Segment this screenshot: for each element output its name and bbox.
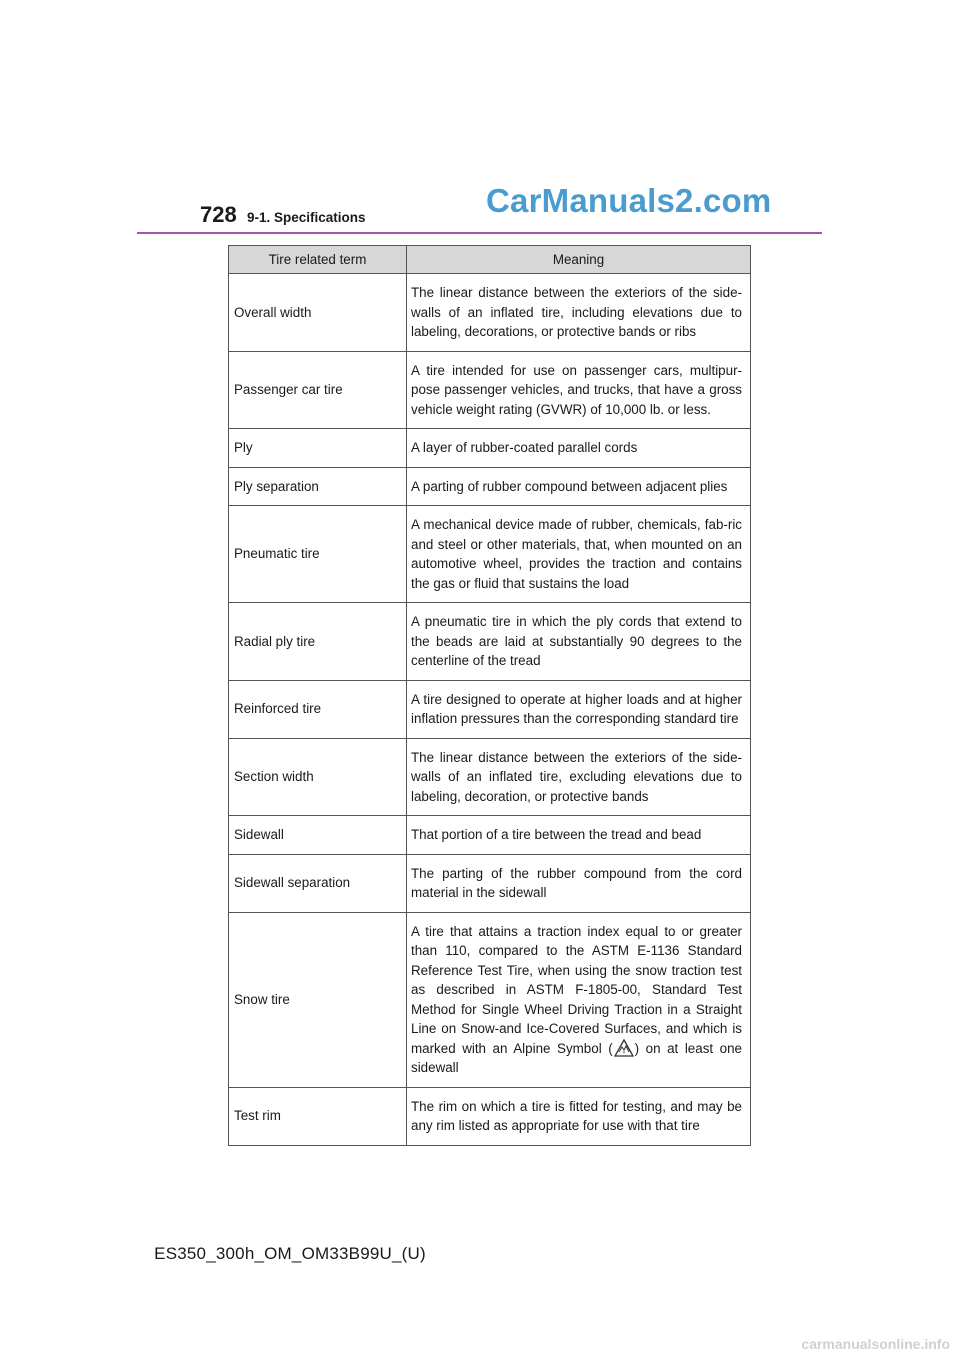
column-header-meaning: Meaning (407, 246, 751, 274)
meaning-cell: A tire designed to operate at higher loads and at higher inflation pressures than the corresponding standard tire (407, 680, 751, 738)
term-cell: Sidewall separation (229, 854, 407, 912)
table-row (229, 912, 751, 1087)
meaning-text-before-icon: A tire that attains a traction index equal to or greater than 110, compared to the ASTM E-1136 Standard Reference Test Tire, when using the snow traction test as described in ASTM F-1805-00, Standard Test Method for Single Wheel Driving Traction in a Straight Line on Snow-and Ice-Covered Surfaces, and which is marked with an Alpine Symbol ( (411, 923, 742, 1056)
table-row (229, 680, 751, 738)
term-cell: Ply (229, 429, 407, 468)
term-cell: Test rim (229, 1087, 407, 1145)
term-cell: Pneumatic tire (229, 506, 407, 603)
table-row (229, 603, 751, 681)
term-cell: Reinforced tire (229, 680, 407, 738)
meaning-cell: That portion of a tire between the tread and bead (407, 816, 751, 855)
term-cell: Ply separation (229, 467, 407, 506)
term-cell: Sidewall (229, 816, 407, 855)
meaning-cell: A layer of rubber-coated parallel cords (407, 429, 751, 468)
document-code: ES350_300h_OM_OM33B99U_(U) (154, 1244, 426, 1263)
term-cell: Section width (229, 738, 407, 816)
document-code-footer (0, 1244, 960, 1264)
term-cell: Passenger car tire (229, 351, 407, 429)
header-divider (137, 232, 822, 234)
meaning-text-after-icon: ) on at least one sidewall (411, 1040, 742, 1075)
table-row (229, 274, 751, 352)
table-row (229, 854, 751, 912)
table-row (229, 1087, 751, 1145)
section-title: 9-1. Specifications (247, 210, 366, 225)
watermark-logo[interactable]: CarManuals2.com (486, 182, 772, 219)
alpine-symbol-icon (614, 1039, 634, 1057)
term-cell: Radial ply tire (229, 603, 407, 681)
meaning-cell: A tire intended for use on passenger cars, multipur-pose passenger vehicles, and trucks, that have a gross vehicle weight rating (GVWR) of 10,000 lb. or less. (407, 351, 751, 429)
meaning-cell: A pneumatic tire in which the ply cords that extend to the beads are laid at substantially 90 degrees to the centerline of the tread (407, 603, 751, 681)
term-cell: Snow tire (229, 912, 407, 1087)
table-row (229, 467, 751, 506)
table-header-row (229, 246, 751, 274)
table-row (229, 351, 751, 429)
page-number: 728 (200, 202, 237, 227)
table-row (229, 816, 751, 855)
meaning-cell: A parting of rubber compound between adjacent plies (407, 467, 751, 506)
meaning-cell: The parting of the rubber compound from the cord material in the sidewall (407, 854, 751, 912)
meaning-cell: The linear distance between the exteriors of the side-walls of an inflated tire, including elevations due to labeling, decorations, or protective bands or ribs (407, 274, 751, 352)
meaning-cell: The linear distance between the exteriors of the side-walls of an inflated tire, excluding elevations due to labeling, decoration, or protective bands (407, 738, 751, 816)
tire-terms-table (228, 245, 751, 1146)
meaning-cell: The rim on which a tire is fitted for testing, and may be any rim listed as appropriate for use with that tire (407, 1087, 751, 1145)
table-row (229, 429, 751, 468)
column-header-term: Tire related term (229, 246, 407, 274)
table-row (229, 738, 751, 816)
site-watermark[interactable]: carmanualsonline.info (801, 1336, 950, 1352)
term-cell: Overall width (229, 274, 407, 352)
meaning-cell (407, 912, 751, 1087)
meaning-cell: A mechanical device made of rubber, chemicals, fab-ric and steel or other materials, that, when mounted on an automotive wheel, provides the traction and contains the gas or fluid that sustains the load (407, 506, 751, 603)
table-row (229, 506, 751, 603)
svg-text:*: * (622, 1050, 625, 1057)
